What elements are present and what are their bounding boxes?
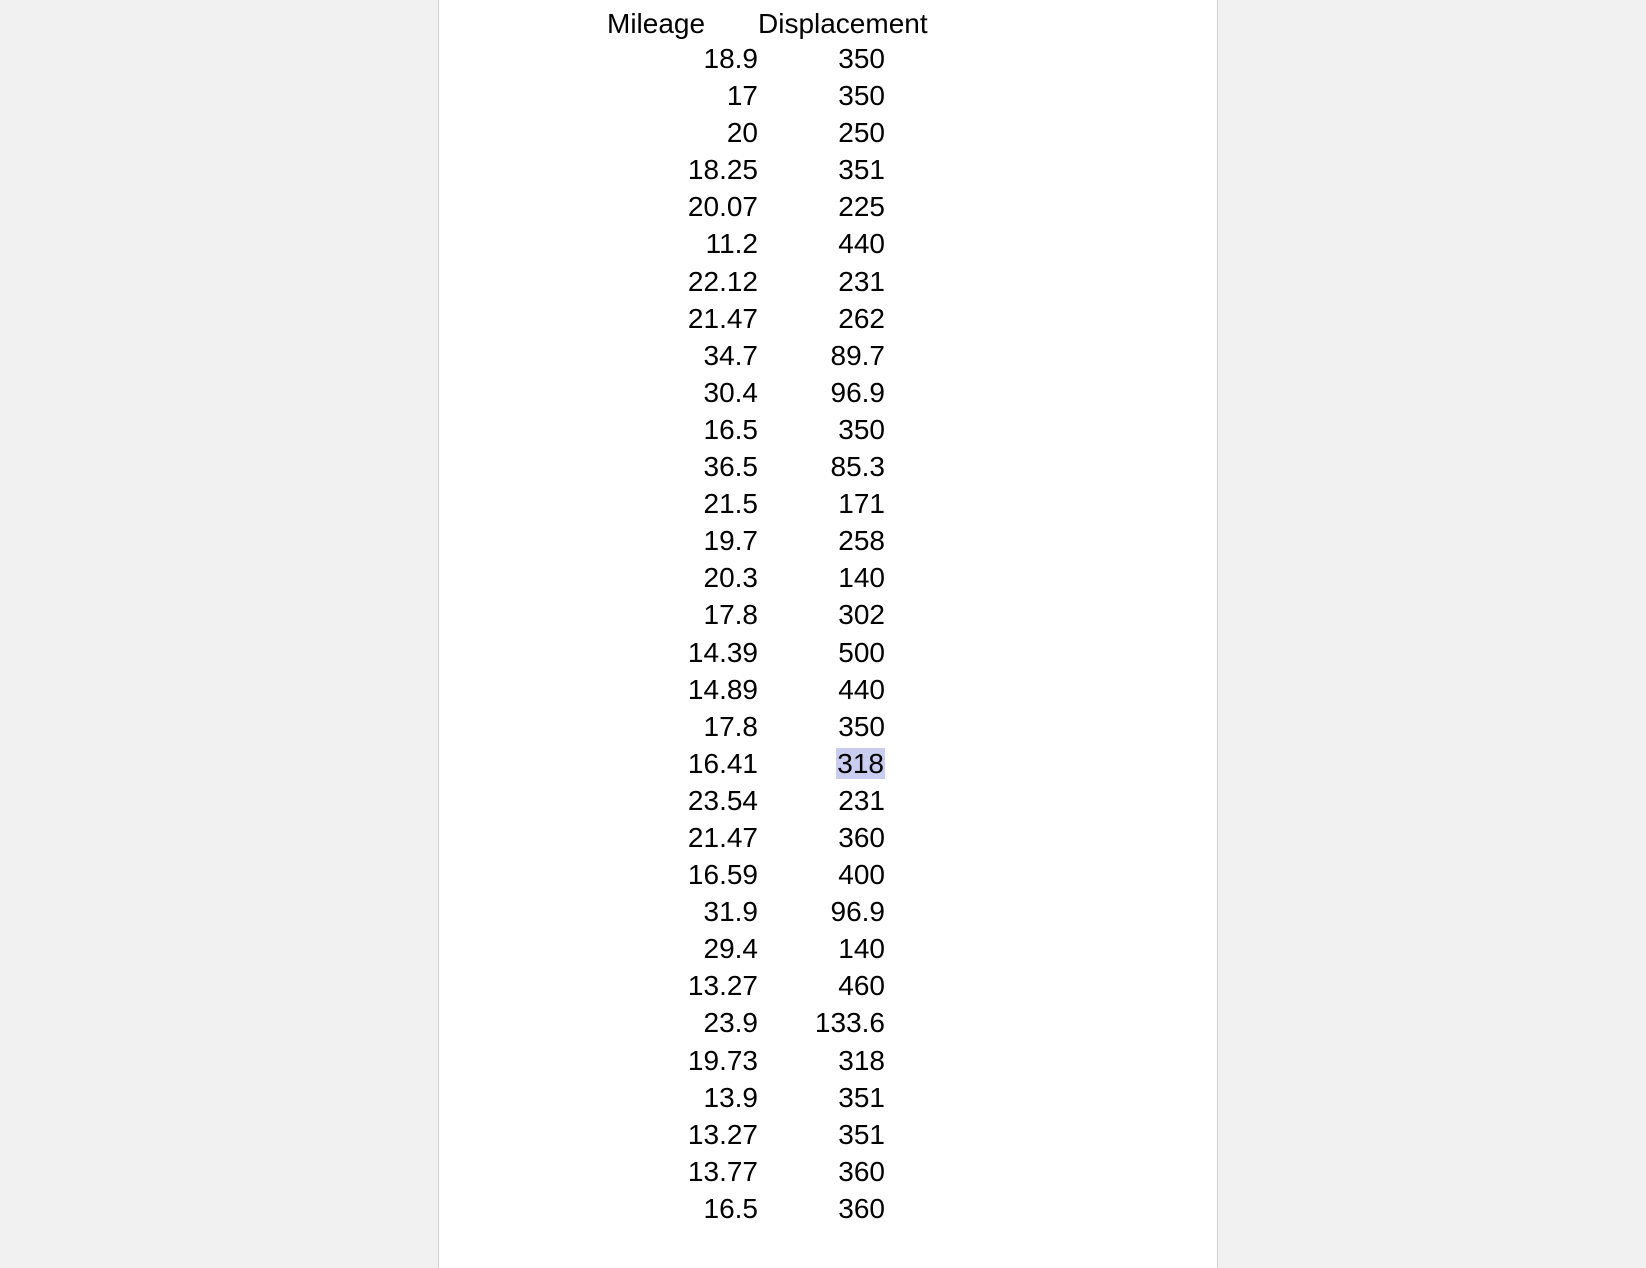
displacement-value: 350 (838, 43, 885, 74)
table-row (599, 1153, 928, 1190)
displacement-value: 318 (838, 1044, 885, 1076)
mileage-value: 13.27 (687, 970, 758, 1002)
displacement-cell[interactable] (758, 856, 928, 893)
mileage-value: 17.8 (703, 599, 758, 631)
displacement-value: 302 (838, 599, 885, 631)
mileage-value: 16.5 (703, 1192, 758, 1224)
mileage-cell[interactable] (599, 819, 758, 856)
table-row (599, 374, 928, 411)
mileage-value: 20.07 (687, 191, 758, 223)
mileage-value: 11.2 (705, 228, 758, 260)
displacement-value: 350 (838, 710, 885, 742)
displacement-cell[interactable] (758, 263, 928, 300)
table-row (599, 188, 928, 225)
table-row (599, 448, 928, 485)
document-page (438, 0, 1218, 1268)
mileage-cell[interactable] (599, 782, 758, 819)
table-row (599, 708, 928, 745)
mileage-cell[interactable] (599, 745, 758, 782)
displacement-cell[interactable] (758, 40, 928, 77)
displacement-value: 96.9 (830, 896, 885, 928)
displacement-value: 231 (838, 784, 885, 816)
displacement-value: 460 (838, 970, 885, 1002)
mileage-value: 17 (726, 80, 758, 112)
mileage-value: 23.54 (687, 784, 758, 816)
displacement-cell[interactable] (758, 1153, 928, 1190)
mileage-value: 16.41 (687, 747, 758, 779)
table-row (599, 782, 928, 819)
displacement-cell[interactable] (758, 77, 928, 114)
displacement-cell[interactable] (758, 893, 928, 930)
displacement-cell[interactable] (758, 411, 928, 448)
mileage-cell[interactable] (599, 596, 758, 633)
table-row (599, 893, 928, 930)
mileage-cell[interactable] (599, 300, 758, 337)
displacement-cell[interactable] (758, 1079, 928, 1116)
table-row (599, 819, 928, 856)
displacement-cell[interactable] (758, 225, 928, 262)
displacement-value: 258 (838, 525, 885, 557)
table-row (599, 225, 928, 262)
mileage-value: 17.8 (703, 710, 758, 742)
mileage-cell[interactable] (599, 1079, 758, 1116)
displacement-cell[interactable] (758, 1004, 928, 1041)
mileage-value: 20.3 (703, 562, 758, 594)
displacement-cell[interactable] (758, 522, 928, 559)
displacement-value: 231 (838, 265, 885, 297)
table-row (599, 1190, 928, 1227)
table-row (599, 1116, 928, 1153)
displacement-value: 85.3 (830, 451, 885, 483)
mileage-cell[interactable] (599, 337, 758, 374)
mileage-cell[interactable] (599, 374, 758, 411)
displacement-cell[interactable] (758, 745, 928, 782)
table-row (599, 1079, 928, 1116)
displacement-cell[interactable] (758, 782, 928, 819)
header-displacement: Displacement (758, 8, 928, 39)
mileage-value: 29.4 (703, 933, 758, 965)
mileage-cell[interactable] (599, 188, 758, 225)
mileage-cell[interactable] (599, 634, 758, 671)
mileage-value: 21.5 (703, 488, 758, 520)
mileage-value: 31.9 (703, 896, 758, 928)
mileage-value: 16.5 (703, 413, 758, 445)
mileage-cell[interactable] (599, 967, 758, 1004)
mileage-value: 19.7 (703, 525, 758, 557)
table-body (599, 40, 928, 1227)
mileage-cell[interactable] (599, 114, 758, 151)
displacement-value: 440 (838, 673, 885, 705)
table-row (599, 1004, 928, 1041)
mileage-cell[interactable] (599, 893, 758, 930)
mileage-cell[interactable] (599, 151, 758, 188)
displacement-value: 360 (838, 1192, 885, 1224)
table-row (599, 40, 928, 77)
mileage-cell[interactable] (599, 1116, 758, 1153)
table-row (599, 559, 928, 596)
mileage-value: 13.9 (703, 1081, 758, 1113)
table-row (599, 745, 928, 782)
displacement-cell[interactable] (758, 967, 928, 1004)
displacement-cell[interactable] (758, 1116, 928, 1153)
mileage-value: 19.73 (687, 1044, 758, 1076)
table-row (599, 300, 928, 337)
mileage-cell[interactable] (599, 1153, 758, 1190)
table-row (599, 151, 928, 188)
table-row (599, 671, 928, 708)
displacement-value: 140 (838, 933, 885, 965)
displacement-cell[interactable] (758, 485, 928, 522)
displacement-value: 96.9 (830, 376, 885, 408)
mileage-value: 36.5 (703, 451, 758, 483)
displacement-value: 225 (838, 191, 885, 223)
mileage-value: 21.47 (687, 821, 758, 853)
displacement-value: 351 (838, 1081, 885, 1113)
table-row (599, 596, 928, 633)
mileage-cell[interactable] (599, 411, 758, 448)
mileage-value: 23.9 (703, 1007, 758, 1039)
mileage-cell[interactable] (599, 930, 758, 967)
mileage-value: 18.9 (703, 43, 758, 74)
displacement-cell[interactable] (758, 1190, 928, 1227)
table-row (599, 337, 928, 374)
mileage-cell[interactable] (599, 522, 758, 559)
mileage-cell[interactable] (599, 1042, 758, 1079)
mileage-value: 16.59 (687, 859, 758, 891)
mileage-value: 21.47 (687, 302, 758, 334)
mileage-cell[interactable] (599, 448, 758, 485)
mileage-value: 13.27 (687, 1118, 758, 1150)
mileage-cell[interactable] (599, 1004, 758, 1041)
table-row (599, 263, 928, 300)
displacement-cell[interactable] (758, 596, 928, 633)
table-row (599, 930, 928, 967)
displacement-value: 351 (838, 1118, 885, 1150)
mileage-cell[interactable] (599, 671, 758, 708)
displacement-cell[interactable] (758, 634, 928, 671)
mileage-value: 34.7 (703, 339, 758, 371)
displacement-cell[interactable] (758, 188, 928, 225)
displacement-value: 351 (838, 154, 885, 186)
header-mileage: Mileage (607, 8, 706, 39)
table-row (599, 522, 928, 559)
displacement-cell[interactable] (758, 337, 928, 374)
displacement-value: 440 (838, 228, 885, 260)
data-table (599, 8, 928, 1227)
mileage-value: 14.89 (687, 673, 758, 705)
displacement-value: 171 (838, 488, 885, 520)
displacement-value: 262 (838, 302, 885, 334)
mileage-cell[interactable] (599, 1190, 758, 1227)
displacement-value: 350 (838, 413, 885, 445)
mileage-cell[interactable] (599, 77, 758, 114)
mileage-cell[interactable] (599, 708, 758, 745)
mileage-cell[interactable] (599, 40, 758, 77)
table-row (599, 967, 928, 1004)
displacement-cell[interactable] (758, 114, 928, 151)
mileage-value: 14.39 (687, 636, 758, 668)
displacement-cell[interactable] (758, 448, 928, 485)
displacement-cell[interactable] (758, 559, 928, 596)
mileage-value: 22.12 (687, 265, 758, 297)
displacement-cell[interactable] (758, 819, 928, 856)
table-row (599, 634, 928, 671)
table-row (599, 77, 928, 114)
mileage-cell[interactable] (599, 856, 758, 893)
displacement-cell[interactable] (758, 930, 928, 967)
header-row (599, 8, 928, 40)
displacement-value: 140 (838, 562, 885, 594)
displacement-value: 250 (838, 117, 885, 149)
displacement-cell[interactable] (758, 374, 928, 411)
displacement-value: 89.7 (830, 339, 885, 371)
displacement-value: 500 (838, 636, 885, 668)
displacement-cell[interactable] (758, 151, 928, 188)
table-row (599, 114, 928, 151)
mileage-cell[interactable] (599, 559, 758, 596)
displacement-value: 350 (838, 80, 885, 112)
mileage-cell[interactable] (599, 225, 758, 262)
displacement-cell[interactable] (758, 1042, 928, 1079)
table-row (599, 411, 928, 448)
displacement-cell[interactable] (758, 671, 928, 708)
mileage-cell[interactable] (599, 263, 758, 300)
selected-displacement-value: 318 (837, 747, 884, 779)
table-row (599, 856, 928, 893)
displacement-value: 360 (838, 821, 885, 853)
mileage-value: 30.4 (703, 376, 758, 408)
mileage-value: 20 (726, 117, 758, 149)
mileage-value: 13.77 (687, 1155, 758, 1187)
displacement-value: 400 (838, 859, 885, 891)
displacement-value: 133.6 (814, 1007, 885, 1039)
table-row (599, 1042, 928, 1079)
mileage-cell[interactable] (599, 485, 758, 522)
displacement-value: 360 (838, 1155, 885, 1187)
mileage-value: 18.25 (687, 154, 758, 186)
displacement-cell[interactable] (758, 300, 928, 337)
table-row (599, 485, 928, 522)
displacement-cell[interactable] (758, 708, 928, 745)
